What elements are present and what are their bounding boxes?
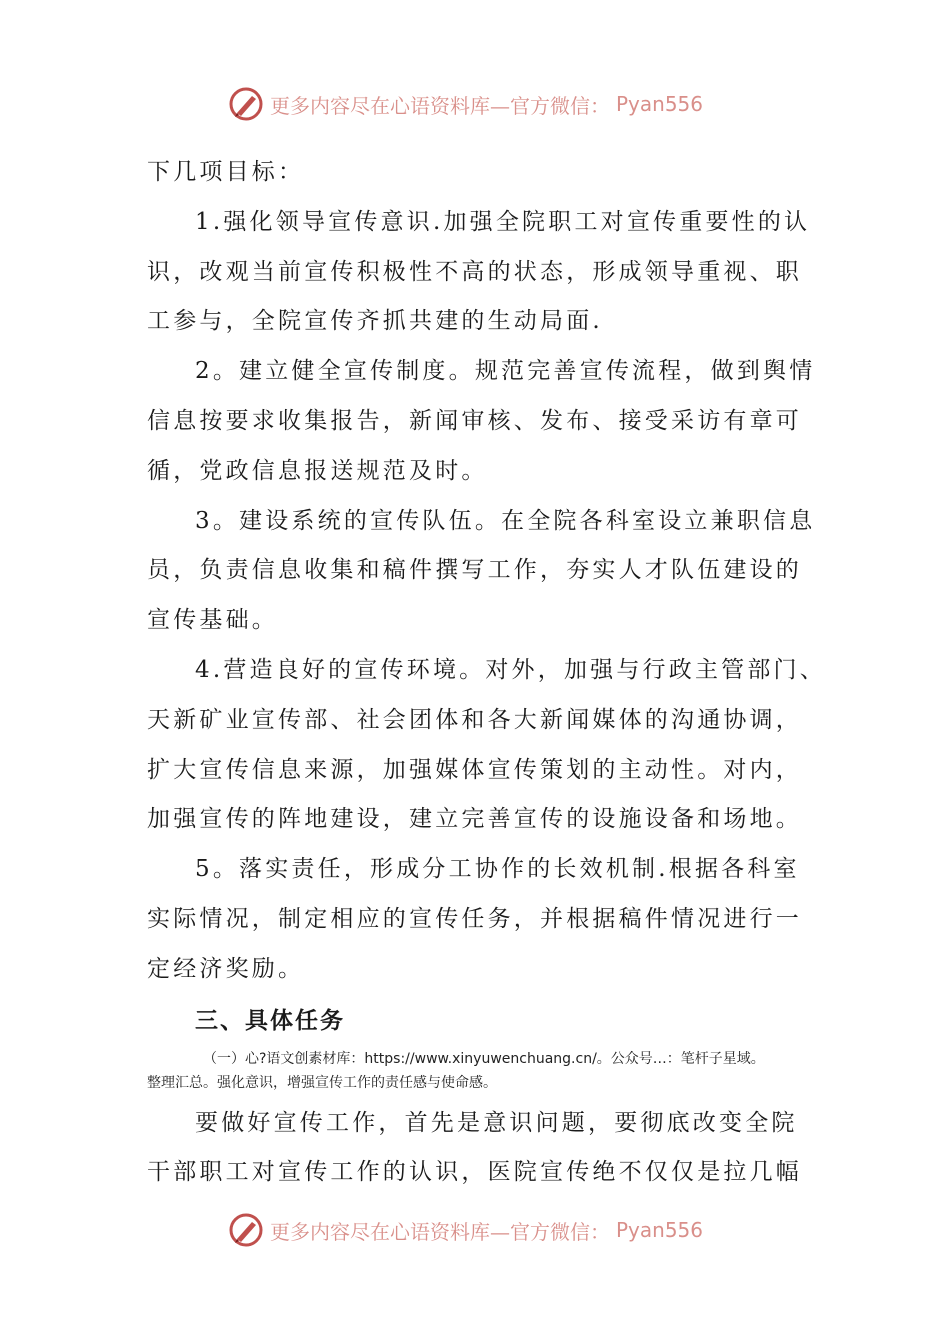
- paragraph-line: 识，改观当前宣传积极性不高的状态，形成领导重视、职: [147, 258, 802, 285]
- pen-logo-icon: [228, 86, 264, 122]
- paragraph-line: 1.强化领导宣传意识.加强全院职工对宣传重要性的认: [195, 208, 811, 235]
- paragraph-line: 宣传基础。: [147, 607, 278, 634]
- paragraph-line: 要做好宣传工作，首先是意识问题，要彻底改变全院: [195, 1109, 798, 1136]
- paragraph-line: 4.营造良好的宣传环境。对外，加强与行政主管部门、: [195, 656, 826, 683]
- watermark-wechat-id: Pyan556: [616, 92, 704, 116]
- subsection-line: 整理汇总。强化意识，增强宣传工作的责任感与使命感。: [147, 1074, 497, 1091]
- document-body: [147, 148, 826, 1198]
- watermark-wechat-id: Pyan556: [616, 1218, 704, 1242]
- paragraph-line: 循，党政信息报送规范及时。: [147, 457, 488, 484]
- subsection-line: （一）心?语文创素材库：https://www.xinyuwenchuang.cn/。公众号…：笔杆子星域。: [203, 1050, 765, 1067]
- paragraph-line: 5。落实责任，形成分工协作的长效机制.根据各科室: [195, 856, 800, 883]
- paragraph-line: 加强宣传的阵地建设，建立完善宣传的设施设备和场地。: [147, 806, 802, 833]
- section-heading: 三、具体任务: [195, 1007, 345, 1034]
- pen-logo-icon: [228, 1212, 264, 1248]
- paragraph-line: 下几项目标：: [147, 159, 305, 185]
- paragraph-line: 员，负责信息收集和稿件撰写工作，夯实人才队伍建设的: [147, 557, 802, 584]
- paragraph-line: 实际情况，制定相应的宣传任务，并根据稿件情况进行一: [147, 905, 802, 932]
- paragraph-line: 2。建立健全宣传制度。规范完善宣传流程，做到舆情: [195, 358, 816, 385]
- paragraph-line: 定经济奖励。: [147, 955, 305, 982]
- header-watermark: [228, 84, 748, 124]
- paragraph-line: 工参与，全院宣传齐抓共建的生动局面.: [147, 308, 603, 335]
- paragraph-line: 天新矿业宣传部、社会团体和各大新闻媒体的沟通协调，: [147, 706, 802, 733]
- paragraph-line: 3。建设系统的宣传队伍。在全院各科室设立兼职信息: [195, 507, 816, 534]
- footer-watermark: [228, 1210, 748, 1250]
- watermark-text: 更多内容尽在心语资料库—官方微信：: [270, 1219, 610, 1244]
- paragraph-line: 扩大宣传信息来源，加强媒体宣传策划的主动性。对内，: [147, 756, 802, 783]
- paragraph-line: 干部职工对宣传工作的认识，医院宣传绝不仅仅是拉几幅: [147, 1159, 802, 1186]
- watermark-text: 更多内容尽在心语资料库—官方微信：: [270, 93, 610, 118]
- paragraph-line: 信息按要求收集报告，新闻审核、发布、接受采访有章可: [147, 407, 802, 434]
